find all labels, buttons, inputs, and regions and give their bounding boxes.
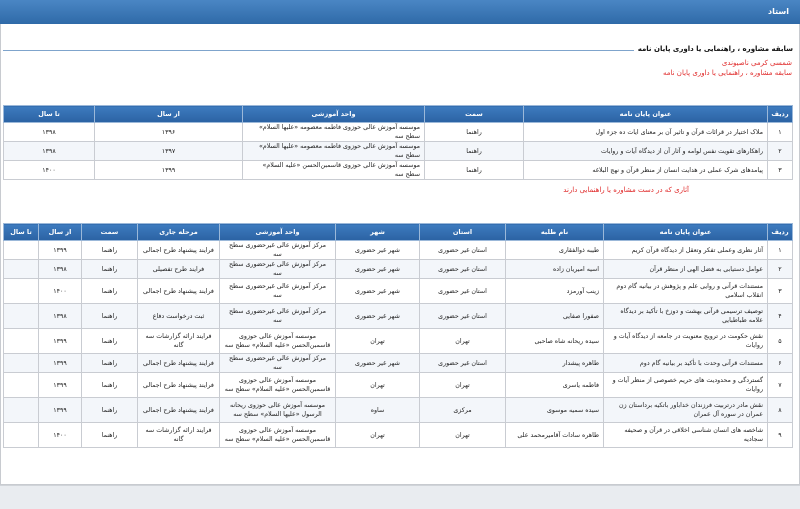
table-row[interactable] <box>4 423 793 448</box>
table-row[interactable] <box>4 398 793 423</box>
table-cell <box>4 423 39 448</box>
table-cell: راهنما <box>425 123 524 142</box>
table-cell: راهنما <box>82 354 138 373</box>
table-cell: ساوه <box>336 398 420 423</box>
table-cell: مرکز آموزش عالی غیرحضوری سطح سه <box>220 260 336 279</box>
table-cell <box>4 329 39 354</box>
column-header: تا سال <box>4 106 95 123</box>
table-cell: عوامل دستیابی به فضل الهی از منظر قرآن <box>604 260 768 279</box>
table-cell: موسسه آموزش عالی حوزوی قاسمبن‌الحسن «علیه السلام» سطح سه <box>220 423 336 448</box>
table-cell: ۹ <box>768 423 793 448</box>
content-panel <box>0 24 800 485</box>
table-cell: فرایند ارائه گزارشات سه گانه <box>138 329 220 354</box>
table-cell: ۱۳۹۹ <box>39 373 82 398</box>
table-cell <box>4 260 39 279</box>
table-cell: گستردگی و محدودیت های حریم خصوصی از منظر آیات و روایات <box>604 373 768 398</box>
table-cell: ۱۳۹۸ <box>39 304 82 329</box>
table-cell: ۴ <box>768 304 793 329</box>
table-cell: نقش حکومت در ترویج معنویت در جامعه از دیدگاه آیات و روایات <box>604 329 768 354</box>
table-cell: ۲ <box>768 142 793 161</box>
table-cell: تهران <box>420 373 506 398</box>
table-cell: شهر غیر حضوری <box>336 260 420 279</box>
table-cell: استان غیر حضوری <box>420 304 506 329</box>
column-header: استان <box>420 224 506 241</box>
table-cell: ۱۳۹۶ <box>95 123 243 142</box>
table-row[interactable] <box>4 123 793 142</box>
table-cell: ۳ <box>768 279 793 304</box>
table-cell: فرایند ارائه گزارشات سه گانه <box>138 423 220 448</box>
table-cell: راهنما <box>82 423 138 448</box>
table-cell: فرایند پیشنهاد طرح اجمالی <box>138 241 220 260</box>
table-cell: راهکارهای تقویت نفس لوامه و آثار آن از دیدگاه آیات و روایات <box>524 142 768 161</box>
table-cell: ۳ <box>768 161 793 180</box>
table-cell: فاطمه یاسری <box>506 373 604 398</box>
table-cell: نقش مادر درتربیت فرزندان خداباور باتکیه برداستان زن عمران در سوره آل عمران <box>604 398 768 423</box>
table-cell <box>4 373 39 398</box>
table-cell <box>4 304 39 329</box>
table-cell: شهر غیر حضوری <box>336 279 420 304</box>
table-cell: ۲ <box>768 260 793 279</box>
table-cell: فرایند پیشنهاد طرح اجمالی <box>138 279 220 304</box>
table-cell: ۱۳۹۹ <box>95 161 243 180</box>
column-header: مرحله جاری <box>138 224 220 241</box>
table-cell: ۷ <box>768 373 793 398</box>
table-cell: مرکز آموزش عالی غیرحضوری سطح سه <box>220 241 336 260</box>
table-cell: تهران <box>336 329 420 354</box>
table-cell: استان غیر حضوری <box>420 241 506 260</box>
table-row[interactable] <box>4 142 793 161</box>
table-cell: استان غیر حضوری <box>420 279 506 304</box>
table-cell: موسسه آموزش عالی حوزوی قاسمبن‌الحسن «علیه السلام» سطح سه <box>243 161 425 180</box>
table-row[interactable] <box>4 354 793 373</box>
column-header: واحد آموزشی <box>220 224 336 241</box>
table-row[interactable] <box>4 279 793 304</box>
table-cell <box>4 241 39 260</box>
table-cell: تهران <box>420 423 506 448</box>
column-header: از سال <box>95 106 243 123</box>
table-cell: شهر غیر حضوری <box>336 241 420 260</box>
table-cell: ۵ <box>768 329 793 354</box>
table-cell: ۱۳۹۹ <box>39 354 82 373</box>
table-cell: صفورا صفایی <box>506 304 604 329</box>
table-cell: توصیف ترسیمی قرآنی بهشت و دوزخ با تأکید بر دیدگاه علامه طباطبایی <box>604 304 768 329</box>
horizontal-scrollbar[interactable] <box>0 485 800 509</box>
table-cell: ۸ <box>768 398 793 423</box>
table-cell: موسسه آموزش عالی حوزوی فاطمه معصومه «علیها السلام» سطح سه <box>243 142 425 161</box>
table-cell: شهر غیر حضوری <box>336 354 420 373</box>
table-cell: راهنما <box>82 304 138 329</box>
table-cell: استان غیر حضوری <box>420 260 506 279</box>
table-cell: مرکز آموزش عالی غیرحضوری سطح سه <box>220 279 336 304</box>
table-cell: ۱۳۹۸ <box>39 260 82 279</box>
table-cell: فرایند پیشنهاد طرح اجمالی <box>138 354 220 373</box>
table-cell: موسسه آموزش عالی حوزوی قاسمبن‌الحسن «علیه السلام» سطح سه <box>220 373 336 398</box>
person-name: شمسی کرمی ناصیوندی <box>721 59 792 67</box>
table-cell: ثبت درخواست دفاع <box>138 304 220 329</box>
table-cell: مستندات قرآنی وحدت با تأکید بر بیانیه گام دوم <box>604 354 768 373</box>
table-cell <box>4 279 39 304</box>
table-cell <box>4 398 39 423</box>
column-header: نام طلبه <box>506 224 604 241</box>
table-row[interactable] <box>4 260 793 279</box>
table-cell: موسسه آموزش عالی حوزوی قاسمبن‌الحسن «علیه السلام» سطح سه <box>220 329 336 354</box>
column-header: از سال <box>39 224 82 241</box>
table-cell: سیده ریحانه شاه صاحبی <box>506 329 604 354</box>
table-cell: ۱۳۹۹ <box>39 241 82 260</box>
table-cell: راهنما <box>425 142 524 161</box>
table-cell: ۱۳۹۸ <box>4 123 95 142</box>
table-cell: شاخصه های انسان شناسی اخلاقی در قرآن و صحیفه سجادیه <box>604 423 768 448</box>
header-title: استاد <box>768 7 789 16</box>
table-cell: ۱ <box>768 241 793 260</box>
table-row[interactable] <box>4 161 793 180</box>
table-cell: طاهره سادات آقامیرمحمد علی <box>506 423 604 448</box>
table-row[interactable] <box>4 329 793 354</box>
table-cell: ۱ <box>768 123 793 142</box>
table-cell: فرایند پیشنهاد طرح اجمالی <box>138 398 220 423</box>
column-header: واحد آموزشی <box>243 106 425 123</box>
table-cell: موسسه آموزش عالی حوزوی فاطمه معصومه «علیها السلام» سطح سه <box>243 123 425 142</box>
table-cell: تهران <box>420 329 506 354</box>
table-cell: ۱۳۹۹ <box>39 329 82 354</box>
table-cell: طاهره پیشدار <box>506 354 604 373</box>
table-cell: ۱۴۰۰ <box>39 279 82 304</box>
table-cell <box>4 354 39 373</box>
table-cell: ۱۴۰۰ <box>4 161 95 180</box>
table-cell: راهنما <box>82 329 138 354</box>
column-header: عنوان پایان نامه <box>524 106 768 123</box>
section-header <box>3 45 793 55</box>
column-header: ردیف <box>768 106 793 123</box>
column-header: شهر <box>336 224 420 241</box>
table-cell: ۶ <box>768 354 793 373</box>
table-cell: راهنما <box>425 161 524 180</box>
table-cell: مستندات قرآنی و روایی علم و پژوهش در بیانیه گام دوم انقلاب اسلامی <box>604 279 768 304</box>
table-cell: ۱۳۹۷ <box>95 142 243 161</box>
table-cell: فرایند پیشنهاد طرح اجمالی <box>138 373 220 398</box>
table-cell: موسسه آموزش عالی حوزوی ریحانه الرسول «علیها السلام» سطح سه <box>220 398 336 423</box>
table-cell: پیامدهای شرک عملی در هدایت انسان از منظر قرآن و نهج البلاغه <box>524 161 768 180</box>
table-cell: طیبه ذوالفقاری <box>506 241 604 260</box>
table-cell: اسیه امیریان زاده <box>506 260 604 279</box>
table-cell: سیده سمیه موسوی <box>506 398 604 423</box>
table-cell: ۱۳۹۹ <box>39 398 82 423</box>
history-table <box>3 105 793 180</box>
table-cell: راهنما <box>82 398 138 423</box>
table-cell: مرکزی <box>420 398 506 423</box>
column-header: سمت <box>425 106 524 123</box>
column-header: سمت <box>82 224 138 241</box>
person-subtitle: سابقه مشاوره ، راهنمایی یا داوری پایان نامه <box>663 69 792 77</box>
column-header: ردیف <box>768 224 793 241</box>
table-row[interactable] <box>4 373 793 398</box>
table-cell: راهنما <box>82 241 138 260</box>
table-cell: مرکز آموزش عالی غیرحضوری سطح سه <box>220 354 336 373</box>
table-row[interactable] <box>4 241 793 260</box>
column-header: تا سال <box>4 224 39 241</box>
section-title: سابقه مشاوره ، راهنمایی یا داوری پایان نامه <box>634 45 793 53</box>
table-cell: راهنما <box>82 279 138 304</box>
header-bar <box>0 0 800 24</box>
table-cell: ۱۳۹۸ <box>4 142 95 161</box>
table-cell: استان غیر حضوری <box>420 354 506 373</box>
table-cell: تهران <box>336 423 420 448</box>
table-cell: راهنما <box>82 260 138 279</box>
in-progress-notice: آثاری که در دست مشاوره یا راهنمایی دارند <box>563 186 689 194</box>
table-cell: راهنما <box>82 373 138 398</box>
table-cell: ملاک اختیار در قرائات قرآن و تاثیر آن بر معنای ایات ده جزء اول <box>524 123 768 142</box>
table-cell: ۱۴۰۰ <box>39 423 82 448</box>
table-cell: شهر غیر حضوری <box>336 304 420 329</box>
table-cell: فرایند طرح تفصیلی <box>138 260 220 279</box>
table-cell: آثار نظری وعملی تفکر وتعقل از دیدگاه قرآن کریم <box>604 241 768 260</box>
table-cell: زینب آورمزد <box>506 279 604 304</box>
in-progress-table <box>3 223 793 448</box>
table-cell: تهران <box>336 373 420 398</box>
table-cell: مرکز آموزش عالی غیرحضوری سطح سه <box>220 304 336 329</box>
table-row[interactable] <box>4 304 793 329</box>
column-header: عنوان پایان نامه <box>604 224 768 241</box>
